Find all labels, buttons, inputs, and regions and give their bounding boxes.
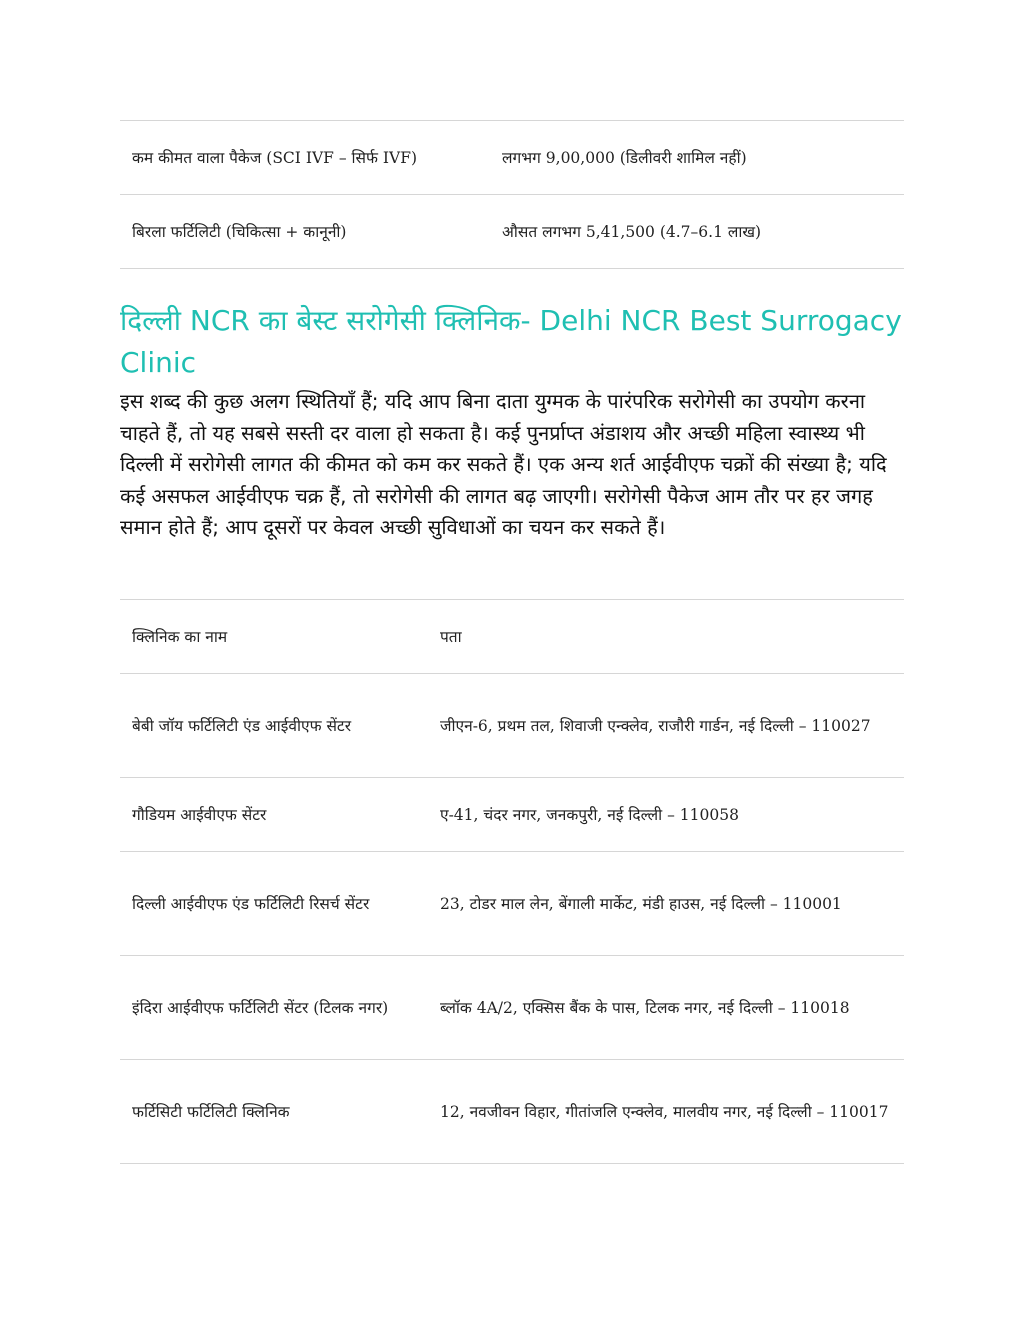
table-header-row <box>120 600 904 674</box>
column-header-address: पता <box>428 600 904 674</box>
section-heading: दिल्ली NCR का बेस्ट सरोगेसी क्लिनिक- Delhi NCR Best Surrogacy Clinic <box>120 304 902 379</box>
clinic-address: 23, टोडर माल लेन, बेंगाली मार्केट, मंडी हाउस, नई दिल्ली – 110001 <box>428 852 904 956</box>
clinic-address: ए-41, चंदर नगर, जनकपुरी, नई दिल्ली – 110058 <box>428 778 904 852</box>
clinic-address: ब्लॉक 4A/2, एक्सिस बैंक के पास, टिलक नगर, नई दिल्ली – 110018 <box>428 956 904 1060</box>
cost-value: औसत लगभग 5,41,500 (4.7–6.1 लाख) <box>490 195 904 269</box>
clinic-name: बेबी जॉय फर्टिलिटी एंड आईवीएफ सेंटर <box>120 674 428 778</box>
clinic-address: 12, नवजीवन विहार, गीतांजलि एन्क्लेव, मालवीय नगर, नई दिल्ली – 110017 <box>428 1060 904 1164</box>
cost-label: कम कीमत वाला पैकेज (SCI IVF – सिर्फ IVF) <box>120 121 490 195</box>
cost-value: लगभग 9,00,000 (डिलीवरी शामिल नहीं) <box>490 121 904 195</box>
cost-label: बिरला फर्टिलिटी (चिकित्सा + कानूनी) <box>120 195 490 269</box>
clinic-name: गौडियम आईवीएफ सेंटर <box>120 778 428 852</box>
clinic-name: फर्टिसिटी फर्टिलिटी क्लिनिक <box>120 1060 428 1164</box>
clinic-name: इंदिरा आईवीएफ फर्टिलिटी सेंटर (टिलक नगर) <box>120 956 428 1060</box>
table-row <box>120 195 904 269</box>
clinic-table <box>120 599 904 1164</box>
table-row <box>120 852 904 956</box>
table-row <box>120 674 904 778</box>
clinic-name: दिल्ली आईवीएफ एंड फर्टिलिटी रिसर्च सेंटर <box>120 852 428 956</box>
table-row <box>120 956 904 1060</box>
section-paragraph: इस शब्द की कुछ अलग स्थितियाँ हैं; यदि आप बिना दाता युग्मक के पारंपरिक सरोगेसी का उपयोग करना चाहते हैं, तो यह सबसे सस्ती दर वाला हो सकता है। कई पुनर्प्राप्त अंडाशय और अच्छी महिला स्वास्थ्य भी दिल्ली में सरोगेसी लागत की कीमत को कम कर सकते हैं। एक अन्य शर्त आईवीएफ चक्रों की संख्या है; यदि कई असफल आईवीएफ चक्र हैं, तो सरोगेसी की लागत बढ़ जाएगी। सरोगेसी पैकेज आम तौर पर हर जगह समान होते हैं; आप दूसरों पर केवल अच्छी सुविधाओं का चयन कर सकते हैं। <box>120 389 887 539</box>
column-header-name: क्लिनिक का नाम <box>120 600 428 674</box>
table-row <box>120 121 904 195</box>
table-row <box>120 778 904 852</box>
cost-table <box>120 120 904 269</box>
table-row <box>120 1060 904 1164</box>
clinic-address: जीएन-6, प्रथम तल, शिवाजी एन्क्लेव, राजौरी गार्डन, नई दिल्ली – 110027 <box>428 674 904 778</box>
